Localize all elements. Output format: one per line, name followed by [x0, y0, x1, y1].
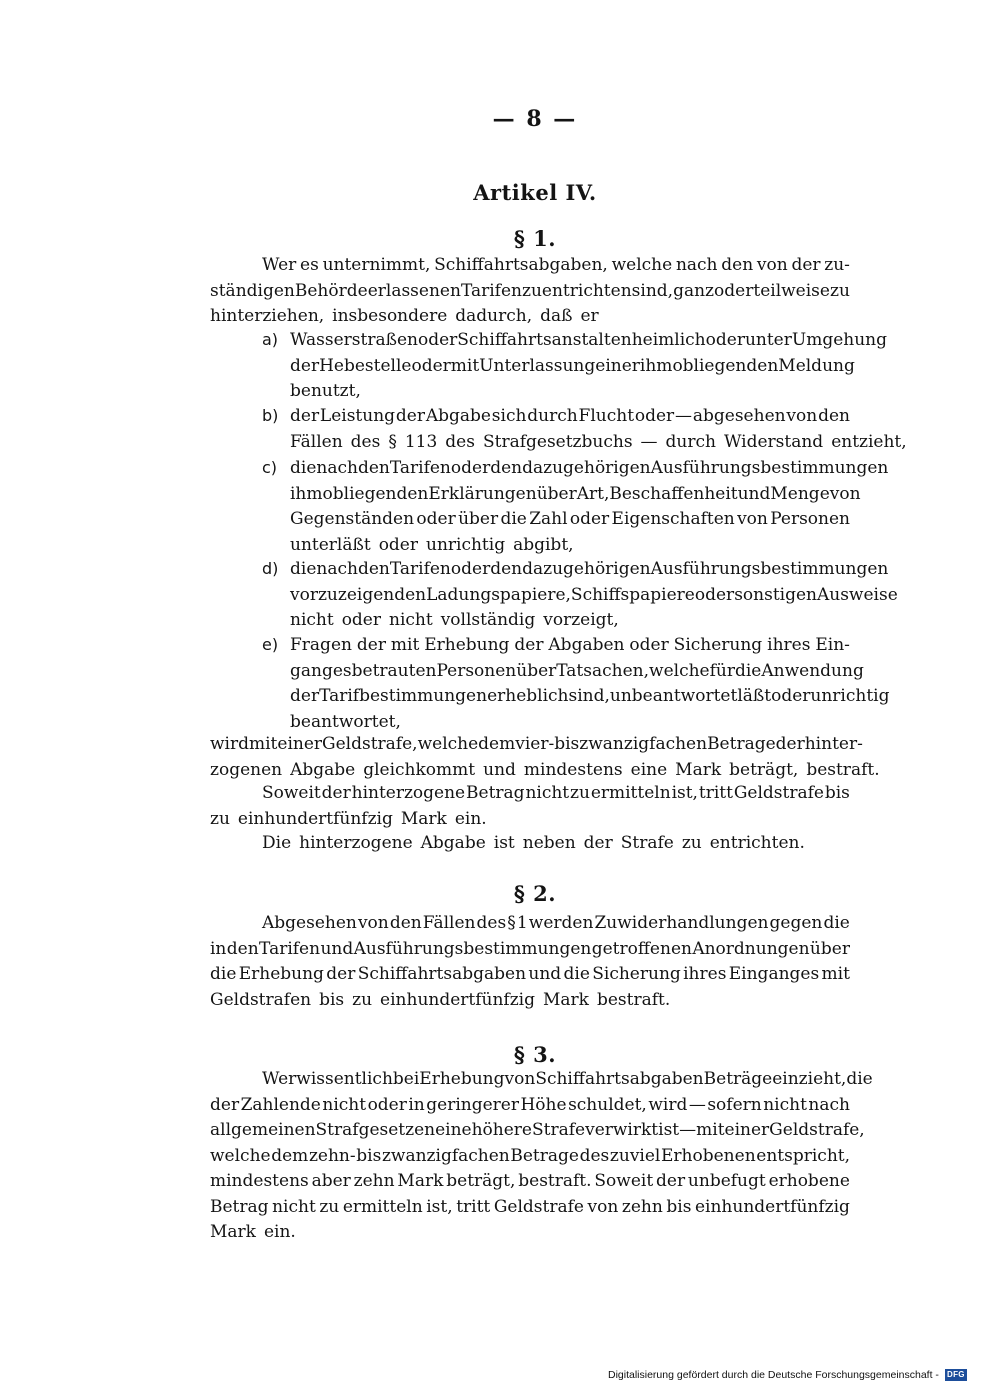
text-line: zu einhundertfünfzig Mark ein.	[210, 808, 487, 829]
text-line: hinterziehen, insbesondere dadurch, daß er	[210, 306, 599, 326]
list-item-line: nicht oder nicht vollständig vorzeigt,	[290, 610, 619, 630]
list-item-line: Gegenständen oder über die Zahl oder Eigenschaften von Personen	[290, 509, 850, 529]
text-line: Soweit der hinterzogene Betrag nicht zu ermitteln ist, tritt Geldstrafe bis	[262, 783, 850, 803]
text-line: Betrag nicht zu ermitteln ist, tritt Geldstrafe von zehn bis einhundertfünfzig	[210, 1196, 850, 1217]
section-1-title: § 1.	[513, 226, 557, 251]
text-line: Wer wissentlich bei Erhebung von Schiffahrtsabgaben Beträge einzieht, die	[262, 1069, 873, 1089]
list-item-line: benutzt,	[290, 381, 361, 401]
text-line: Die hinterzogene Abgabe ist neben der Strafe zu entrichten.	[262, 833, 805, 853]
text-line: welche dem zehn- bis zwanzigfachen Betrage des zuviel Erhobenen entspricht,	[210, 1145, 850, 1166]
text-line: Wer es unternimmt, Schiffahrtsabgaben, welche nach den von der zu-	[262, 255, 850, 275]
list-item-line: Fragen der mit Erhebung der Abgaben oder Sicherung ihres Ein-	[290, 635, 850, 655]
list-marker: d)	[262, 559, 279, 578]
text-line: Mark ein.	[210, 1222, 296, 1242]
text-line: wird mit einer Geldstrafe, welche dem vier- bis zwanzigfachen Betrage der hinter-	[210, 734, 863, 754]
section-2-title: § 2.	[513, 881, 557, 906]
text-line: allgemeinen Strafgesetzen eine höhere Strafe verwirkt ist — mit einer Geldstrafe,	[210, 1120, 865, 1140]
page-number: — 8 —	[492, 106, 578, 132]
list-item-line: beantwortet,	[290, 711, 401, 732]
list-item-line: Fällen des § 113 des Strafgesetzbuchs — durch Widerstand entzieht,	[290, 431, 907, 452]
list-item-line: unterläßt oder unrichtig abgibt,	[290, 534, 574, 555]
list-item-line: die nach den Tarifen oder den dazu gehörigen Ausführungsbestimmungen	[290, 559, 889, 579]
text-line: mindestens aber zehn Mark beträgt, bestraft. Soweit der unbefugt erhobene	[210, 1171, 850, 1191]
credit-text: Digitalisierung gefördert durch die Deutsche Forschungsgemeinschaft -	[608, 1369, 939, 1381]
text-line: die Erhebung der Schiffahrtsabgaben und die Sicherung ihres Einganges mit	[210, 964, 850, 984]
list-item-line: ihm obliegenden Erklärungen über Art, Beschaffenheit und Menge von	[290, 483, 861, 504]
list-marker: a)	[262, 330, 279, 349]
dfg-logo: DFG	[945, 1369, 967, 1381]
list-marker: c)	[262, 458, 278, 477]
digitization-credit	[608, 1368, 967, 1382]
text-line: in den Tarifen und Ausführungsbestimmungen getroffenen Anordnungen über	[210, 938, 850, 959]
section-3-title: § 3.	[513, 1042, 557, 1067]
text-line: Geldstrafen bis zu einhundertfünfzig Mark bestraft.	[210, 989, 671, 1010]
list-marker: e)	[262, 635, 279, 654]
text-line: zogenen Abgabe gleichkommt und mindestens eine Mark beträgt, bestraft.	[210, 759, 880, 780]
article-title: Artikel IV.	[473, 180, 597, 205]
text-line: ständigen Behörde erlassenen Tarifen zu entrichten sind, ganz oder teilweise zu	[210, 280, 850, 301]
list-marker: b)	[262, 406, 279, 425]
list-item-line: der Hebestelle oder mit Unterlassung einer ihm obliegenden Meldung	[290, 355, 855, 376]
list-item-line: ganges betrauten Personen über Tatsachen, welche für die Anwendung	[290, 660, 864, 681]
text-line: Abgesehen von den Fällen des § 1 werden Zuwiderhandlungen gegen die	[262, 913, 850, 933]
text-line: der Zahlende nicht oder in geringerer Höhe schuldet, wird — sofern nicht nach	[210, 1094, 850, 1115]
list-item-line: der Tarifbestimmungen erheblich sind, unbeantwortet läßt oder unrichtig	[290, 686, 890, 706]
list-item-line: die nach den Tarifen oder den dazu gehörigen Ausführungsbestimmungen	[290, 458, 889, 478]
list-item-line: vorzuzeigenden Ladungspapiere, Schiffspapiere oder sonstigen Ausweise	[290, 584, 898, 605]
list-item-line: der Leistung der Abgabe sich durch Flucht oder — abgesehen von den	[290, 406, 850, 426]
list-item-line: Wasserstraßen oder Schiffahrtsanstalten heimlich oder unter Umgehung	[290, 330, 887, 350]
